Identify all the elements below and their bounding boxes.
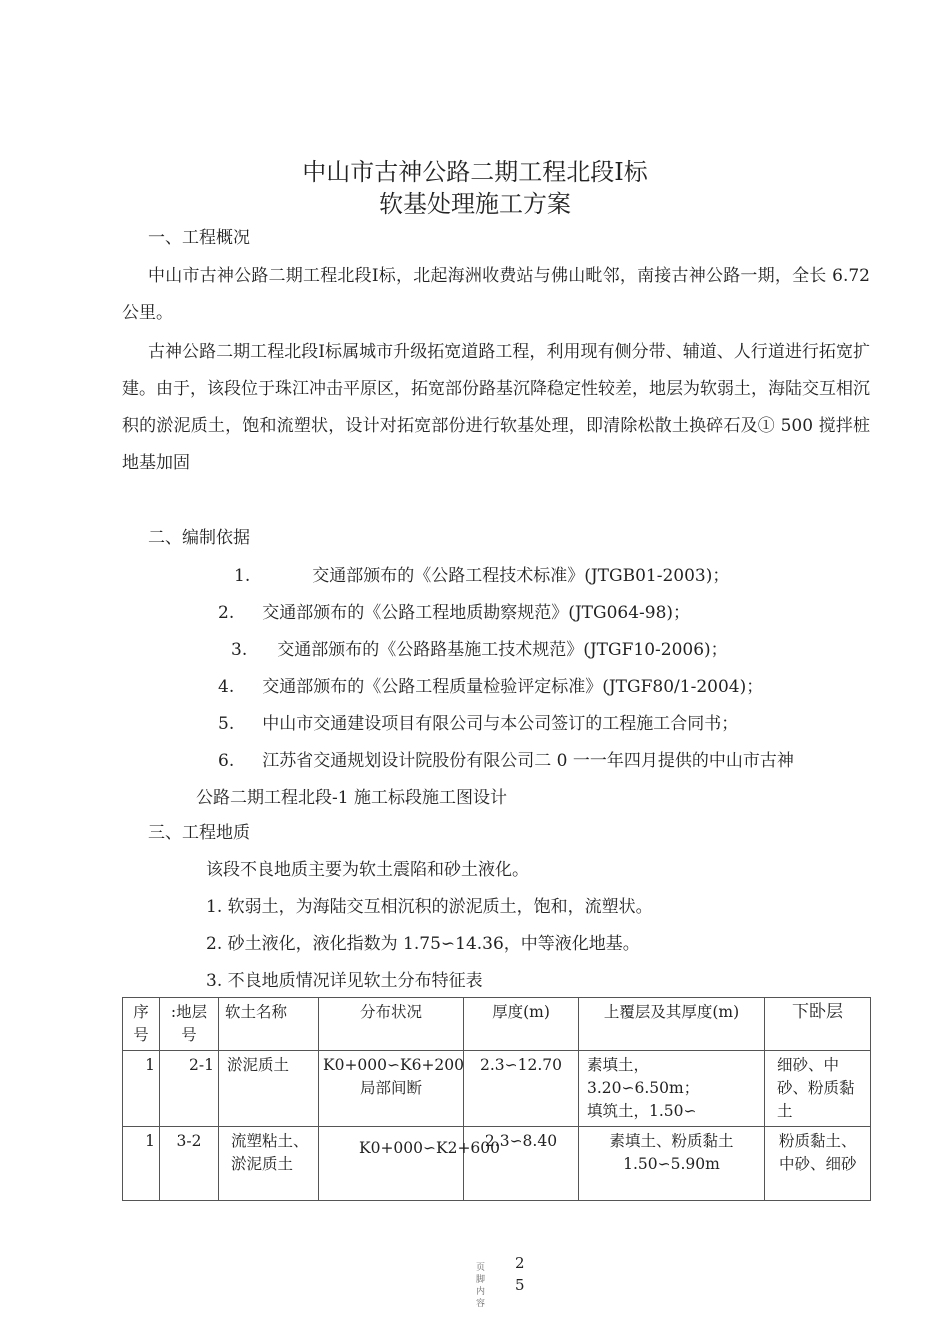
geology-item-3: 3. 不良地质情况详见软土分布特征表 [206, 971, 483, 991]
list-number: 5. [218, 714, 235, 734]
list-text: 交通部颁布的《公路工程技术标准》(JTGB01-2003)； [312, 566, 730, 586]
list-number: 3. [231, 640, 248, 660]
list-number: 4. [218, 677, 235, 697]
list-number: 1. [234, 566, 251, 586]
basis-item-2 [218, 595, 690, 632]
cell-name: 淤泥质土 [219, 1051, 319, 1127]
section-1-heading: 一、工程概况 [148, 228, 250, 248]
list-number: 6. [218, 751, 235, 771]
cell-underlying: 粉质黏土、中砂、细砂 [765, 1127, 871, 1201]
cell-distribution: K0+000∽K2+600 [319, 1127, 464, 1201]
basis-item-1 [234, 558, 729, 595]
cell-overlying: 素填土、粉质黏土1.50∽5.90m [579, 1127, 765, 1201]
cell-thickness: 2.3∽8.40 [464, 1127, 579, 1201]
cell-thickness: 2.3∽12.70 [464, 1051, 579, 1127]
list-text: 交通部颁布的《公路路基施工技术规范》(JTGF10-2006)； [277, 640, 728, 660]
list-text: 江苏省交通规划设计院股份有限公司二 0 一一年四月提供的中山市古神 [262, 751, 794, 771]
geology-intro: 该段不良地质主要为软土震陷和砂土液化。 [206, 860, 529, 880]
basis-item-6-continued: 公路二期工程北段-1 施工标段施工图设计 [196, 788, 507, 808]
soft-soil-table [122, 997, 871, 1201]
list-number: 2. [218, 603, 235, 623]
cell-underlying: 细砂、中砂、粉质黏土 [765, 1051, 871, 1127]
cell-overlying: 素填土，3.20∽6.50m；填筑土，1.50∽ [579, 1051, 765, 1127]
cell-layer: 3-2 [160, 1127, 219, 1201]
page-number: 25 [515, 1254, 525, 1294]
list-text: 中山市交通建设项目有限公司与本公司签订的工程施工合同书； [262, 714, 739, 734]
cell-seq: 1 [123, 1051, 160, 1127]
header-thickness: 厚度(m) [464, 998, 579, 1051]
section-3-heading: 三、工程地质 [148, 823, 250, 843]
geology-item-2: 2. 砂土液化，液化指数为 1.75∽14.36，中等液化地基。 [206, 934, 640, 954]
section-2-heading: 二、编制依据 [148, 528, 250, 548]
list-text: 交通部颁布的《公路工程地质勘察规范》(JTG064-98)； [262, 603, 691, 623]
cell-name: 流塑粘土、淤泥质土 [219, 1127, 319, 1201]
basis-item-3 [231, 632, 728, 669]
header-overlying: 上覆层及其厚度(m) [579, 998, 765, 1051]
header-seq: 序号 [123, 998, 160, 1051]
cell-distribution: K0+000∽K6+200 局部间断 [319, 1051, 464, 1127]
paragraph-text: 中山市古神公路二期工程北段Ⅰ标，北起海洲收费站与佛山毗邻，南接古神公路一期，全长 6.72 公里。 [122, 266, 870, 323]
title-line-1: 中山市古神公路二期工程北段Ⅰ标 [302, 158, 648, 186]
paragraph-text: 古神公路二期工程北段Ⅰ标属城市升级拓宽道路工程，利用现有侧分带、辅道、人行道进行拓宽扩建。由于，该段位于珠江冲击平原区，拓宽部份路基沉降稳定性较差，地层为软弱土，海陆交互相沉积的淤泥质土，饱和流塑状，设计对拓宽部份进行软基处理，即清除松散土换碎石及① 500 搅拌桩地基加固 [122, 342, 870, 473]
basis-item-5 [218, 706, 738, 743]
header-distribution: 分布状况 [319, 998, 464, 1051]
basis-item-4 [218, 669, 763, 706]
table-header-row [123, 998, 871, 1051]
basis-item-6 [218, 743, 794, 780]
footer-label: 页脚内容 [476, 1263, 486, 1309]
header-name: 软土名称 [219, 998, 319, 1051]
header-layer: :地层号 [160, 998, 219, 1051]
table-row [123, 1051, 871, 1127]
list-text: 交通部颁布的《公路工程质量检验评定标准》(JTGF80/1-2004)； [262, 677, 764, 697]
cell-seq: 1 [123, 1127, 160, 1201]
cell-layer: 2-1 [160, 1051, 219, 1127]
geology-item-1: 1. 软弱土，为海陆交互相沉积的淤泥质土，饱和，流塑状。 [206, 897, 653, 917]
section-1-paragraph-1 [122, 258, 870, 332]
section-1-paragraph-2 [122, 334, 870, 482]
title-line-2: 软基处理施工方案 [379, 190, 571, 218]
table-row [123, 1127, 871, 1201]
header-underlying: 下卧层 [765, 998, 871, 1051]
